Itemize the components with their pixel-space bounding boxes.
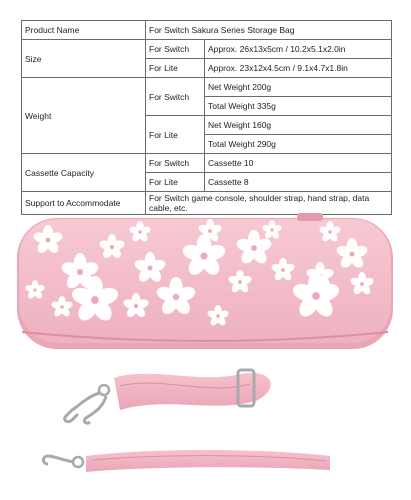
hand-strap-ring (73, 457, 83, 467)
weight-label: Weight (22, 78, 146, 154)
swivel-ring (99, 385, 109, 395)
support-value: For Switch game console, shoulder strap, hand strap, data cable, etc. (146, 192, 392, 215)
size-switch-label: For Switch (146, 40, 205, 59)
product-name-label: Product Name (22, 21, 146, 40)
snap-hook-icon (65, 393, 100, 422)
weight-lite-label: For Lite (146, 116, 205, 154)
weight-lite-total: Total Weight 290g (205, 135, 392, 154)
product-photo (0, 210, 411, 500)
shoulder-strap (65, 370, 271, 423)
spec-table (21, 20, 392, 215)
hand-strap-hook-icon (44, 456, 75, 464)
row-product-name (22, 21, 392, 40)
row-cassette-switch (22, 154, 392, 173)
weight-lite-net: Net Weight 160g (205, 116, 392, 135)
zipper-pull (297, 213, 323, 221)
size-switch-value: Approx. 26x13x5cm / 10.2x5.1x2.0in (205, 40, 392, 59)
cassette-switch-label: For Switch (146, 154, 205, 173)
size-label: Size (22, 40, 146, 78)
row-size-switch (22, 40, 392, 59)
cassette-lite-value: Cassette 8 (205, 173, 392, 192)
storage-case (17, 213, 393, 349)
product-name-value: For Switch Sakura Series Storage Bag (146, 21, 392, 40)
size-lite-label: For Lite (146, 59, 205, 78)
size-lite-value: Approx. 23x12x4.5cm / 9.1x4.7x1.8in (205, 59, 392, 78)
weight-switch-label: For Switch (146, 78, 205, 116)
cassette-lite-label: For Lite (146, 173, 205, 192)
weight-switch-total: Total Weight 335g (205, 97, 392, 116)
support-label: Support to Accommodate (22, 192, 146, 215)
cassette-switch-value: Cassette 10 (205, 154, 392, 173)
weight-switch-net: Net Weight 200g (205, 78, 392, 97)
row-weight-switch-net (22, 78, 392, 97)
cassette-label: Cassette Capacity (22, 154, 146, 192)
hand-strap (44, 450, 331, 472)
